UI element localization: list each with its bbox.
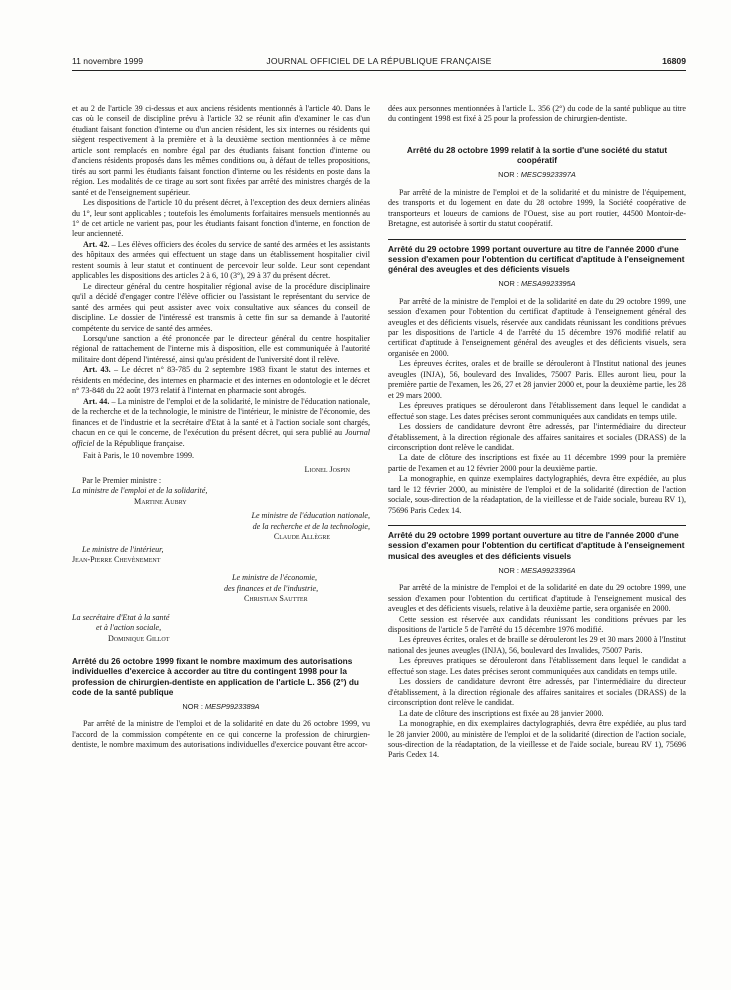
article-42 bbox=[72, 240, 370, 282]
paragraph: Les dossiers de candidature devront être adressés, par l'intermédiaire du directeur d'établissement, à la direction régionale des affaires sanitaires et sociales (DRASS) de la circonscription dont relève le candidat. bbox=[388, 422, 686, 452]
decree-title: Arrêté du 26 octobre 1999 fixant le nombre maximum des autorisations individuelles d'exercice à accorder au titre du contingent 1998 pour la profession de chirurgien-dentiste en application de l'article L. 356 (2°) du code de la santé publique bbox=[72, 656, 359, 697]
nor-reference: NOR : MESP9923389A bbox=[182, 702, 260, 712]
article-text: – La ministre de l'emploi et de la solidarité, le ministre de l'éducation nationale, de la recherche et de la technologie, le ministre de l'intérieur, le ministre de l'économie, des finances et de l'industrie et la secrétaire d'Etat à la santé et à l'action sociale sont chargés, chacun en ce qui le concerne, de l'exécution du présent décret, qui sera publié au bbox=[72, 396, 370, 438]
paragraph: Les dossiers de candidature devront être adressés, par l'intermédiaire du directeur d'établissement, à la direction régionale des affaires sanitaires et sociales (DRASS) de la circonscription dont relève le candidat. bbox=[388, 677, 686, 708]
decree-title: Arrêté du 29 octobre 1999 portant ouverture au titre de l'année 2000 d'une session d'examen pour l'obtention du certificat d'aptitude à l'enseignement général des aveugles et des déficients visuels bbox=[388, 243, 685, 274]
nor-reference: NOR : MESC9923397A bbox=[498, 170, 576, 180]
page-header bbox=[72, 56, 686, 70]
paragraph: Les épreuves écrites, orales et de braille se dérouleront à l'Institut national des jeunes aveugles (INJA), 56, boulevard des Invalides, 75007 Paris. Elles auront lieu, pour la première partie de l'examen, les 26, 27 et 28 janvier 2000 et, pour la deuxième partie, les 28 et 29 mars 2000. bbox=[388, 359, 686, 400]
nor-reference: NOR : MESA9923395A bbox=[498, 279, 576, 289]
article-44 bbox=[72, 397, 370, 449]
paragraph: Les dispositions de l'article 10 du présent décret, à l'exception des deux derniers alinéas du 1°, leur sont applicables ; toutefois les émoluments forfaitaires mensuels mentionnés au 1° de cet article ne varient pas, pour les étudiants faisant fonction d'interne, en fonction de leur ancienneté. bbox=[72, 198, 370, 239]
paragraph: Lorsqu'une sanction a été prononcée par le directeur général du centre hospitalier régional de rattachement de l'interne mis à disposition, elle est communiquée à l'autorité militaire dont dépend l'intéressé, ainsi qu'au président de l'université dont il relève. bbox=[72, 333, 370, 364]
nor-code: MESA9923395A bbox=[520, 279, 576, 289]
article-text: – Les élèves officiers des écoles du service de santé des armées et les assistants des hôpitaux des armées qui effectuent un stage dans un établissement hospitalier civil restent soumis à leur statut et continuent de percevoir leur solde. Leur sont cependant applicables les dispositions des articles 2 à 6, 10 (3°), 29 à 37 du présent décret. bbox=[72, 239, 370, 281]
header-date: 11 novembre 1999 bbox=[72, 56, 144, 66]
signatory-name: Christian Sautter bbox=[244, 594, 308, 604]
paragraph: Par arrêté de la ministre de l'emploi et de la solidarité en date du 29 octobre 1999, une session d'examen pour l'obtention du certificat d'aptitude à l'enseignement général des aveugles et des déficients visuels, réservée aux candidats réunissant les conditions prévues par les dispositions de l'article 4 de l'arrêté du 15 décembre 1976 modifié relatif au certificat d'aptitude à l'enseignement général des aveugles et des déficients visuels, sera organisée en 2000. bbox=[388, 296, 686, 358]
signatory-title: Le ministre de l'intérieur, bbox=[82, 544, 164, 554]
nor-reference: NOR : MESA9923396A bbox=[498, 565, 576, 575]
paragraph: Par arrêté de la ministre de l'emploi et de la solidarité et du ministre de l'équipement, des transports et du logement en date du 28 octobre 1999, la Société coopérative de transporteurs et loueurs de camions de l'Ouest, sise au port routier, 44500 Montoir-de-Bretagne, est autorisée à sortir du statut coopératif. bbox=[388, 187, 686, 229]
paragraph: La date de clôture des inscriptions est fixée au 11 décembre 1999 pour la première partie de l'examen et au 12 février 2000 pour la deuxième partie. bbox=[388, 453, 686, 473]
paragraph: Les épreuves pratiques se dérouleront dans l'établissement dans lequel le candidat a effectué son stage. Les dates précises seront communiquées aux candidats en temps utile. bbox=[388, 656, 686, 676]
page-number: 16809 bbox=[662, 56, 686, 66]
signatory-title: et à l'action sociale, bbox=[96, 623, 162, 633]
paragraph: Le directeur général du centre hospitalier régional avise de la procédure disciplinaire qu'il a décidé d'engager contre l'élève officier ou l'assistant le représentant du service de santé des armées qui peut assister avec voix consultative aux séances du conseil de discipline. Le dossier de l'intéressé est transmis à cette fin sur sa demande à l'autorité compétente du service de santé des armées. bbox=[72, 281, 370, 333]
paragraph: La monographie, en quinze exemplaires dactylographiés, devra être expédiée, au plus tard le 12 février 2000, au ministère de l'emploi et de la solidarité (direction de l'action sociale, sous-direction de la réadaptation, de la vieillesse et de l'aide sociale, bureau RV 1), 75696 Paris Cedex 14. bbox=[388, 474, 686, 515]
signatory-name: Jean-Pierre Chevènement bbox=[72, 555, 161, 565]
paragraph: Cette session est réservée aux candidats réunissant les conditions prévues par les dispositions de l'article 5 de l'arrêté du 15 décembre 1976 modifié. bbox=[388, 614, 686, 635]
article-label: Art. 43. bbox=[83, 365, 111, 375]
paragraph: Les épreuves pratiques se dérouleront dans l'établissement dans lequel le candidat a effectué son stage. Les dates précises seront communiquées aux candidats en temps utile. bbox=[388, 401, 686, 421]
paragraph: et au 2 de l'article 39 ci-dessus et aux anciens résidents mentionnés à l'article 40. Dans le cas où le conseil de discipline prévu à l'article 32 se réunit afin d'examiner le cas d'un étudiant faisant fonction d'interne ou d'un ancien résident, les six internes ou résidents qui siègent respectivement à la première et à la deuxième section mentionnées à ce même article sont remplacés en nombre égal par des étudiants faisant fonction d'interne ou d'anciens résidents proposés dans les mêmes conditions ou, à défaut de telles propositions, tirés au sort parmi les étudiants faisant fonction d'interne ou les résidents en poste dans la région. Les modalités de ce tirage au sort sont fixées par arrêté des ministres chargés de la santé et de l'enseignement supérieur. bbox=[72, 104, 370, 197]
journal-reference: Journal officiel bbox=[72, 428, 370, 448]
paragraph: dées aux personnes mentionnées à l'article L. 356 (2°) du code de la santé publique au titre du contingent 1998 est fixé à 25 pour la profession de chirurgien-dentiste. bbox=[388, 104, 686, 124]
decree-title: Arrêté du 28 octobre 1999 relatif à la sortie d'une société du statut coopératif bbox=[406, 144, 668, 166]
paragraph: Par arrêté de la ministre de l'emploi et de la solidarité en date du 26 octobre 1999, vu l'accord de la commission compétente en ce qui concerne la profession de chirurgien-dentiste, le nombre maximum des autorisations individuelles d'exercice pouvant être accor- bbox=[72, 719, 370, 750]
journal-title: JOURNAL OFFICIEL DE LA RÉPUBLIQUE FRANÇAISE bbox=[266, 56, 492, 66]
signature-par: Par le Premier ministre : bbox=[82, 475, 162, 485]
section-separator bbox=[388, 239, 686, 240]
article-43 bbox=[72, 365, 370, 396]
nor-code: MESA9923396A bbox=[520, 565, 576, 575]
signatory-title: Le ministre de l'éducation nationale, bbox=[251, 511, 370, 521]
article-label: Art. 42. bbox=[83, 239, 110, 249]
section-separator bbox=[388, 525, 686, 526]
signatures bbox=[72, 465, 370, 644]
nor-code: MESP9923389A bbox=[204, 702, 260, 712]
article-text: – Le décret n° 83-785 du 2 septembre 1983 fixant le statut des internes et résidents en médecine, des internes en pharmacie et des internes en odontologie et le décret n° 73-848 du 22 août 1973 relatif à l'internat en pharmacie sont abrogés. bbox=[72, 365, 370, 396]
decree-title: Arrêté du 29 octobre 1999 portant ouverture au titre de l'année 2000 d'une session d'examen pour l'obtention du certificat d'aptitude à l'enseignement musical des aveugles et des déficients visuels bbox=[388, 530, 685, 561]
left-column bbox=[72, 104, 370, 751]
signatory-title: Le ministre de l'économie, bbox=[232, 573, 318, 583]
paragraph: Les épreuves écrites, orales et de braille se dérouleront les 29 et 30 mars 2000 à l'Institut national des jeunes aveugles (INJA), 56, boulevard des Invalides, 75007 Paris. bbox=[388, 635, 686, 655]
signatory-title: des finances et de l'industrie, bbox=[224, 583, 319, 593]
paragraph: Par arrêté de la ministre de l'emploi et de la solidarité en date du 29 octobre 1999, une session d'examen pour l'obtention du certificat d'aptitude à l'enseignement musical des aveugles et des déficients visuels, relative à la deuxième partie, sera organisée en 2000. bbox=[388, 583, 686, 614]
right-column bbox=[388, 104, 686, 761]
signatory-title: de la recherche et de la technologie, bbox=[252, 521, 370, 531]
signatory-name: Lionel Jospin bbox=[304, 465, 350, 475]
signatory-name: Martine Aubry bbox=[134, 496, 187, 506]
paragraph: La date de clôture des inscriptions est fixée au 28 janvier 2000. bbox=[399, 708, 604, 718]
article-label: Art. 44. bbox=[83, 396, 110, 406]
signatory-name: Dominique Gillot bbox=[108, 633, 170, 643]
nor-code: MESC9923397A bbox=[520, 170, 576, 180]
signature-date: Fait à Paris, le 10 novembre 1999. bbox=[83, 450, 195, 460]
signatory-title: La ministre de l'emploi et de la solidarité, bbox=[72, 486, 208, 496]
paragraph: La monographie, en dix exemplaires dactylographiés, devra être expédiée, au plus tard le 28 janvier 2000, au ministère de l'emploi et de la solidarité (direction de l'action sociale, sous-direction de la réadaptation, de la vieillesse et de l'aide sociale, bureau RV 1), 75696 Paris Cedex 14. bbox=[388, 719, 686, 760]
article-text: de la République française. bbox=[94, 438, 185, 448]
signatory-title: La secrétaire d'Etat à la santé bbox=[72, 612, 170, 622]
signatory-name: Claude Allègre bbox=[273, 532, 330, 542]
header-rule bbox=[72, 70, 686, 71]
